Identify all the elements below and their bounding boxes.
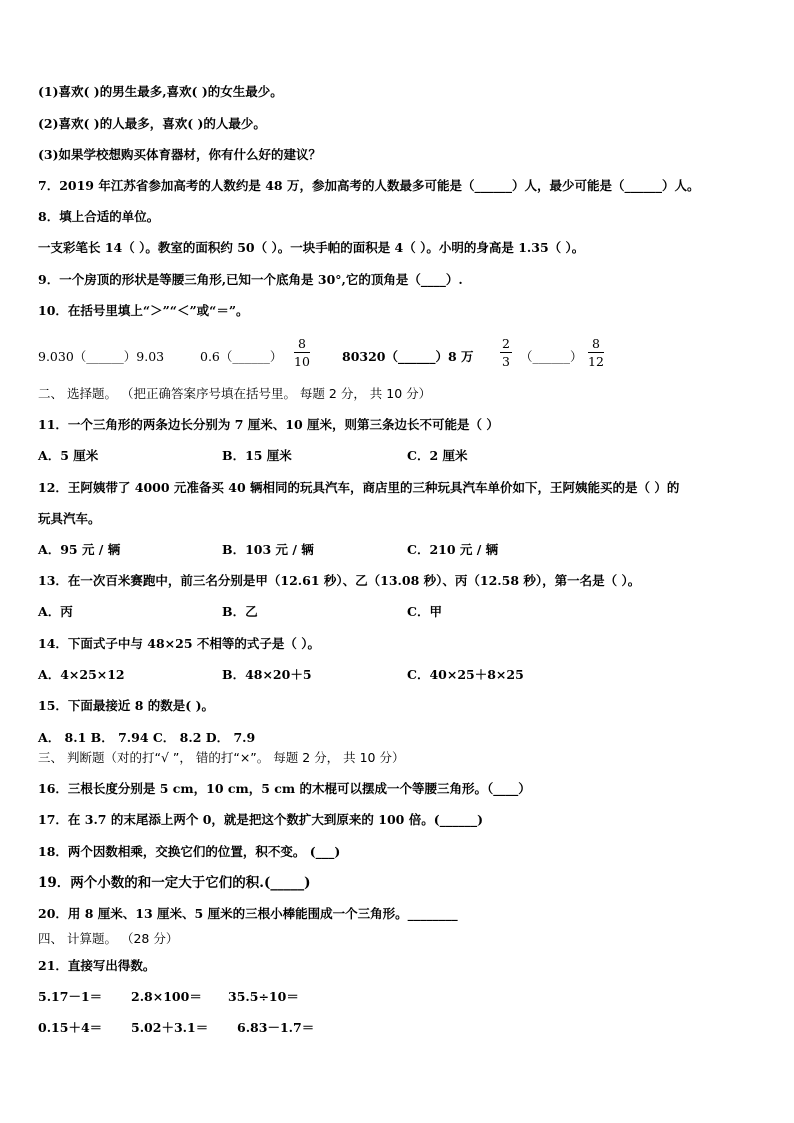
question-15: 15．下面最接近 8 的数是( )。 bbox=[38, 698, 214, 713]
fraction-denominator: 10 bbox=[294, 354, 310, 369]
question-11: 11．一个三角形的两条边长分别为 7 厘米、10 厘米，则第三条边长不可能是（ ） bbox=[38, 417, 499, 432]
fraction-bar bbox=[500, 352, 512, 353]
question-8: 8．填上合适的单位。 bbox=[38, 209, 160, 224]
q10-fraction-d2 bbox=[588, 336, 604, 369]
q11-option-c: C．2 厘米 bbox=[407, 448, 468, 463]
q14-option-b: B．48×20＋5 bbox=[222, 667, 312, 682]
q13-option-a: A．丙 bbox=[38, 604, 73, 619]
q13-option-b: B．乙 bbox=[222, 604, 258, 619]
calc-item: 35.5÷10＝ bbox=[228, 989, 299, 1004]
fraction-numerator: 8 bbox=[297, 336, 306, 351]
q10-item-d: （______） bbox=[520, 349, 583, 364]
calc-item: 6.83－1.7＝ bbox=[237, 1020, 315, 1035]
q10-item-a: 9.030（______）9.03 bbox=[38, 349, 165, 364]
question-9: 9．一个房顶的形状是等腰三角形,已知一个底角是 30°,它的顶角是（____）. bbox=[38, 272, 463, 287]
q10-fraction-b bbox=[294, 336, 310, 369]
q14-option-c: C．40×25＋8×25 bbox=[407, 667, 524, 682]
question-14: 14．下面式子中与 48×25 不相等的式子是（ ）。 bbox=[38, 636, 320, 651]
q14-option-a: A．4×25×12 bbox=[38, 667, 125, 682]
q10-item-b: 0.6（______） bbox=[200, 349, 283, 364]
question-10: 10．在括号里填上“＞”“＜”或“＝”。 bbox=[38, 303, 249, 318]
fraction-numerator: 8 bbox=[591, 336, 600, 351]
question-19: 19．两个小数的和一定大于它们的积.(_____) bbox=[38, 875, 311, 891]
q11-option-b: B．15 厘米 bbox=[222, 448, 292, 463]
calc-item: 5.02＋3.1＝ bbox=[131, 1020, 209, 1035]
calc-item: 0.15＋4＝ bbox=[38, 1020, 103, 1035]
q13-option-c: C．甲 bbox=[407, 604, 442, 619]
question-12-cont: 玩具汽车。 bbox=[38, 511, 101, 526]
question-13: 13．在一次百米赛跑中，前三名分别是甲（12.61 秒）、乙（13.08 秒）、丙（12.58 秒），第一名是（ ）。 bbox=[38, 573, 641, 588]
fraction-denominator: 3 bbox=[502, 354, 510, 369]
fraction-bar bbox=[588, 352, 604, 353]
q11-option-a: A．5 厘米 bbox=[38, 448, 99, 463]
section-3-heading: 三、 判断题（对的打“√ ”， 错的打“×”。 每题 2 分， 共 10 分） bbox=[38, 750, 405, 765]
q15-options: A． 8.1 B． 7.94 C． 8.2 D． 7.9 bbox=[38, 730, 256, 745]
q12-option-b: B．103 元 / 辆 bbox=[222, 542, 314, 557]
fraction-bar bbox=[294, 352, 310, 353]
q6-sub1: (1)喜欢( )的男生最多,喜欢( )的女生最少。 bbox=[38, 84, 283, 99]
fraction-denominator: 12 bbox=[588, 354, 604, 369]
q12-option-c: C．210 元 / 辆 bbox=[407, 542, 499, 557]
question-20: 20．用 8 厘米、13 厘米、5 厘米的三根小棒能围成一个三角形。________ bbox=[38, 906, 458, 921]
question-16: 16．三根长度分别是 5 cm，10 cm，5 cm 的木棍可以摆成一个等腰三角形。（____） bbox=[38, 781, 531, 796]
question-7: 7．2019 年江苏省参加高考的人数约是 48 万，参加高考的人数最多可能是（______）人，最少可能是（______）人。 bbox=[38, 178, 700, 193]
calc-item: 2.8×100＝ bbox=[131, 989, 202, 1004]
section-2-heading: 二、 选择题。 （把正确答案序号填在括号里。 每题 2 分， 共 10 分） bbox=[38, 386, 432, 401]
q10-item-c: 80320（______）8 万 bbox=[342, 349, 474, 364]
q10-fraction-d1 bbox=[500, 336, 512, 369]
question-21: 21．直接写出得数。 bbox=[38, 958, 156, 973]
q6-sub3: (3)如果学校想购买体育器材，你有什么好的建议？ bbox=[38, 147, 322, 162]
fraction-numerator: 2 bbox=[502, 336, 510, 351]
question-17: 17．在 3.7 的末尾添上两个 0，就是把这个数扩大到原来的 100 倍。(______) bbox=[38, 812, 484, 827]
question-18: 18．两个因数相乘，交换它们的位置，积不变。 (___) bbox=[38, 844, 341, 859]
q12-option-a: A．95 元 / 辆 bbox=[38, 542, 121, 557]
calc-item: 5.17－1＝ bbox=[38, 989, 103, 1004]
section-4-heading: 四、 计算题。 （28 分） bbox=[38, 931, 179, 946]
question-8-content: 一支彩笔长 14（ ）。教室的面积约 50（ ）。一块手帕的面积是 4（ ）。小明的身高是 1.35（ ）。 bbox=[38, 240, 585, 255]
question-12: 12．王阿姨带了 4000 元准备买 40 辆相同的玩具汽车，商店里的三种玩具汽车单价如下，王阿姨能买的是（ ）的 bbox=[38, 480, 680, 495]
q6-sub2: (2)喜欢( )的人最多，喜欢( )的人最少。 bbox=[38, 116, 266, 131]
